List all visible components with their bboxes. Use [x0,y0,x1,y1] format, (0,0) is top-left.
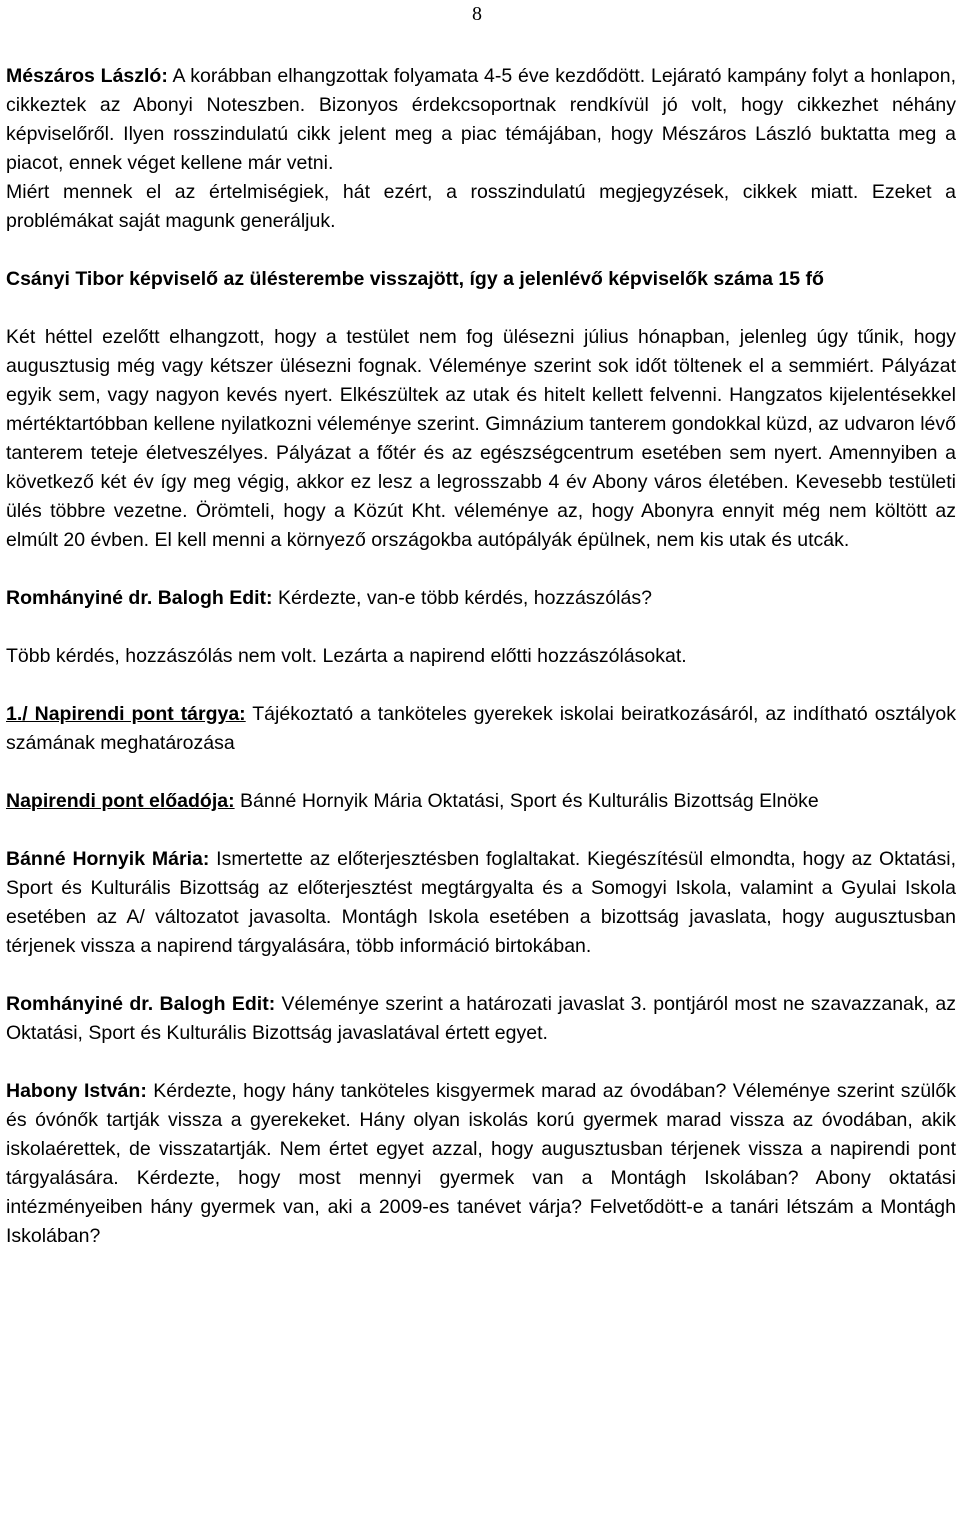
paragraph-text: Ismertette az előterjesztésben foglaltakat. Kiegészítésül elmondta, hogy az Oktatási, Sport és Kulturális Bizottság az előterjesztést megtárgyalta és a Somogyi Iskola, valamint a Gyulai Iskola esetében az A/ változatot javasolta. Montágh Iskola esetében a bizottság javaslata, hogy augusztusban térjenek vissza a napirend tárgyalására, több információ birtokában. [6,848,956,957]
paragraph-text: Két héttel ezelőtt elhangzott, hogy a testület nem fog ülésezni július hónapban, jelenleg úgy tűnik, hogy augusztusig még vagy kétszer ülésezni fognak. Véleménye szerint sok időt töltenek el a semmiért. Pályázat egyik sem, vagy nagyon kevés nyert. Elkészültek az utak és hitelt kellett felvenni. Hangzatos kijelentésekkel mértéktartóbban kellene nyilatkozni véleménye szerint. Gimnázium tanterem gondokkal küzd, az udvaron lévő tanterem teteje életveszélyes. Pályázat a főtér és az egészségcentrum esetében sem nyert. Amennyiben a következő két év így meg végig, akkor ez lesz a legrosszabb 4 év Abony város életében. Kevesebb testületi ülés többre vezetne. Örömteli, hogy a Közút Kht. véleménye az, hogy Abonyra ennyit még nem költött az elmúlt 20 évben. El kell menni a környező országokba autópályák épülnek, nem kis utak és utcák. [6,326,956,551]
paragraph-meszaros [6,62,956,178]
paragraph-romhanyine-1 [6,584,956,613]
paragraph-text: Kérdezte, hogy hány tanköteles kisgyermek marad az óvodában? Véleménye szerint szülők és óvónők tartják vissza a gyerekeket. Hány olyan iskolás korú gyermek marad vissza az óvodában, akik iskolaérettek, de visszatartják. Nem értet egyet azzal, hogy augusztusban térjenek vissza a napirendi pont tárgyalására. Kérdezte, hogy most mennyi gyermek van a Montágh Iskolában? Abony oktatási intézményeiben hány gyermek van, aki a 2009-es tanévet várja? Felvetődött-e a tanári létszám a Montágh Iskolában? [6,1080,956,1247]
speaker-name: Mészáros László: [6,65,168,87]
paragraph-text: Több kérdés, hozzászólás nem volt. Lezárta a napirend előtti hozzászólásokat. [6,645,687,667]
bold-note: Csányi Tibor képviselő az ülésterembe visszajött, így a jelenlévő képviselők száma 15 fő [6,268,824,290]
paragraph-text: Miért mennek el az értelmiségiek, hát ezért, a rosszindulatú megjegyzések, cikkek miatt. Ezeket a problémákat saját magunk generáljuk. [6,181,956,232]
paragraph-text: Tájékoztató a tanköteles gyerekek iskolai beiratkozásáról, az indítható osztályok számának meghatározása [6,703,956,754]
paragraph-habony [6,1077,956,1251]
agenda-label: 1./ Napirendi pont tárgya: [6,703,246,725]
speaker-name: Romhányiné dr. Balogh Edit: [6,587,273,609]
page-number: 8 [472,3,482,25]
speaker-name: Romhányiné dr. Balogh Edit: [6,993,276,1015]
agenda-label: Napirendi pont előadója: [6,790,235,812]
paragraph-text: A korábban elhangzottak folyamata 4-5 éve kezdődött. Lejárató kampány folyt a honlapon, cikkeztek az Abonyi Noteszben. Bizonyos érdekcsoportnak rendkívül jó volt, hogy cikkezhet néhány képviselőről. Ilyen rosszindulatú cikk jelent meg a piac témájában, hogy Mészáros László buktatta meg a piacot, ennek véget kellene már vetni. [6,65,956,174]
paragraph-ertelmisegiek [6,178,956,236]
paragraph-agenda-topic [6,700,956,758]
paragraph-csanyi-speech [6,323,956,555]
paragraph-text: Bánné Hornyik Mária Oktatási, Sport és Kulturális Bizottság Elnöke [234,790,819,812]
paragraph-text: Kérdezte, van-e több kérdés, hozzászólás? [272,587,652,609]
speaker-name: Bánné Hornyik Mária: [6,848,210,870]
speaker-name: Habony István: [6,1080,147,1102]
paragraph-romhanyine-2 [6,990,956,1048]
paragraph-text: Véleménye szerint a határozati javaslat 3. pontjáról most ne szavazzanak, az Oktatási, Sport és Kulturális Bizottság javaslatával értett egyet. [6,993,956,1044]
paragraph-csanyi-note [6,265,956,294]
paragraph-agenda-presenter [6,787,956,816]
paragraph-closing [6,642,956,671]
document-body [6,62,956,1251]
paragraph-banne [6,845,956,961]
